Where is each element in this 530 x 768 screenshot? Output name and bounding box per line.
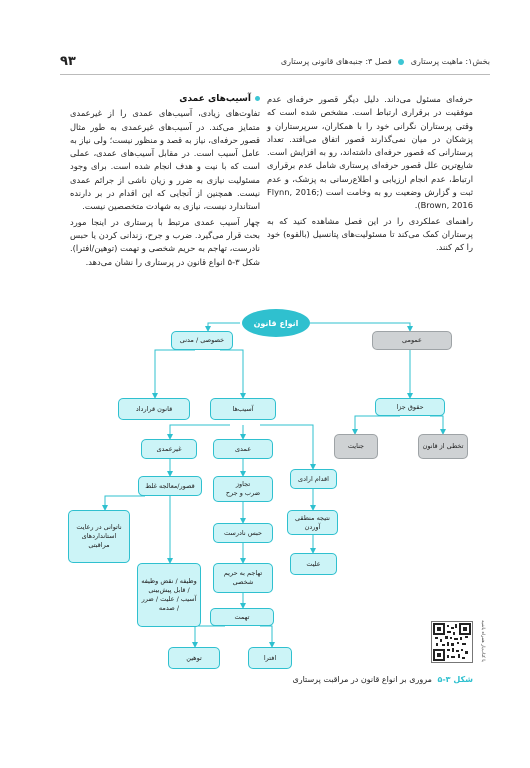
node-volition: اقدام ارادی: [290, 469, 337, 489]
edge-criminal-felony: [355, 416, 400, 434]
figure-caption-label: شکل ۳-۵: [437, 675, 473, 684]
right-column: [267, 93, 473, 257]
left-paragraph-2: چهار آسیب عمدی مرتبط با پرستاری در اینجا مورد بحث قرار می‌گیرد. ضرب و جرح، زندانی کردن یا حبس نادرست، تهاجم به حریم شخصی و تهمت (توهین/افترا). شکل ۳-۵ انواع قانون در پرستاری را نشان می‌دهد.: [70, 216, 260, 267]
figure-caption-text: مروری بر انواع قانون در مراقبت پرستاری: [292, 675, 432, 684]
right-paragraph-2: راهنمای عملکردی را در این فصل مشاهده کنید که به پرستاران کمک می‌کند تا مسئولیت‌های پتانسیل (بالقوه) خود را کم کنند.: [267, 215, 473, 253]
header-divider: [60, 74, 490, 75]
edge-root-private: [208, 323, 240, 331]
diagram-root: انواع قانون: [242, 309, 310, 337]
page-number: ۹۳: [60, 54, 76, 69]
qr-label: با کتاب‌یار همراه باشید: [480, 620, 485, 662]
edge-private-contract: [155, 350, 195, 398]
node-false-imprisonment: حبس نادرست: [213, 523, 273, 543]
edge-private-torts: [220, 350, 243, 398]
left-paragraph-1: تفاوت‌های زیادی، آسیب‌های عمدی را از غیرعمدی متمایز می‌کند. در آسیب‌های غیرعمدی به طور مثال قصور حرفه‌ای، نیاز به قصد و منظور نیست؛ ولی نیاز به عامل آسیب است. در مقابل آسیب‌های عمدی، عملی است که با نیت و هدف انجام شده است. برای وجود مسئولیت نیازی به ضرر و زیان ناشی از جرائم عمدی نیست. همچنین از آنجایی که این اقدام در بر دارنده استاندارد نیست، نیازی به شهادت متخصصین نیست.: [70, 108, 260, 212]
edge-malp-standards: [105, 496, 145, 510]
edge-criminal-violation: [430, 416, 443, 434]
node-unintentional: غیرعمدی: [141, 439, 197, 459]
qr-code-icon: [432, 622, 472, 662]
node-elements: وظیفه / نقض وظیفه / قابل پیش‌بینی آسیب / علیت / ضرر / صدمه: [137, 563, 201, 627]
node-assault: تجاوز ضرب و جرح: [213, 476, 273, 502]
edge-torts-unintentional: [170, 425, 230, 439]
node-defamation: تهمت: [210, 608, 274, 626]
edge-defamation-libel: [260, 626, 272, 647]
node-libel: افترا: [248, 647, 292, 669]
node-torts: آسیب‌ها: [210, 398, 276, 420]
node-contract: قانون قرارداد: [118, 398, 190, 420]
figure-caption: [250, 675, 473, 684]
edge-defamation-slander: [195, 626, 225, 647]
node-criminal-law: حقوق جزا: [375, 398, 445, 416]
header-dot-icon: [398, 59, 404, 65]
node-causation: علیت: [290, 553, 337, 575]
node-violation: تخطی از قانون: [418, 434, 468, 459]
node-standards: ناتوانی در رعایت استانداردهای مراقبتی: [68, 510, 130, 563]
page-header: [60, 52, 490, 74]
node-logical-outcome: نتیجه منطقی آوردن: [287, 510, 338, 535]
node-slander: توهین: [168, 647, 220, 669]
node-private: خصوصی / مدنی: [171, 331, 233, 350]
qr-code[interactable]: [431, 621, 473, 663]
node-malpractice: قصور/معالجه غلط: [138, 476, 202, 496]
node-felony: جنایت: [334, 434, 378, 459]
right-paragraph-1: حرفه‌ای مسئول می‌داند. دلیل دیگر قصور حرفه‌ای عدم موفقیت در برقراری ارتباط است. مشخص شده است که وقتی پرستاران نگرانی خود را با همکاران، سرپرستاران و پزشکان در میان نمی‌گذارند قصور اتفاق می‌افتد. تعداد پرستارانی که قصور حرفه‌ای داشته‌اند، رو به افزایش است. شایع‌ترین علل قصور حرفه‌ای پرستاری شامل عدم برقراری ارتباط، عدم انجام ارزیابی و اطلاع‌رسانی به پزشک، و عدم ثبت و گزارش وضعیت رو به وخامت است (Flynn, 2016; Brown, 2016).: [267, 94, 473, 211]
header-section: بخش۱: ماهیت پرستاری: [410, 57, 490, 66]
header-chapter: فصل ۳: جنبه‌های قانونی پرستاری: [280, 57, 392, 66]
header-text: [281, 57, 490, 66]
node-intentional: عمدی: [213, 439, 273, 459]
node-privacy: تهاجم به حریم شخصی: [213, 563, 273, 593]
left-column: [70, 93, 260, 271]
bullet-icon: [255, 96, 260, 101]
edge-root-public: [310, 323, 410, 331]
section-heading-text: آسیب‌های عمدی: [179, 94, 251, 104]
section-heading: [70, 93, 260, 106]
node-public: عمومی: [372, 331, 452, 350]
